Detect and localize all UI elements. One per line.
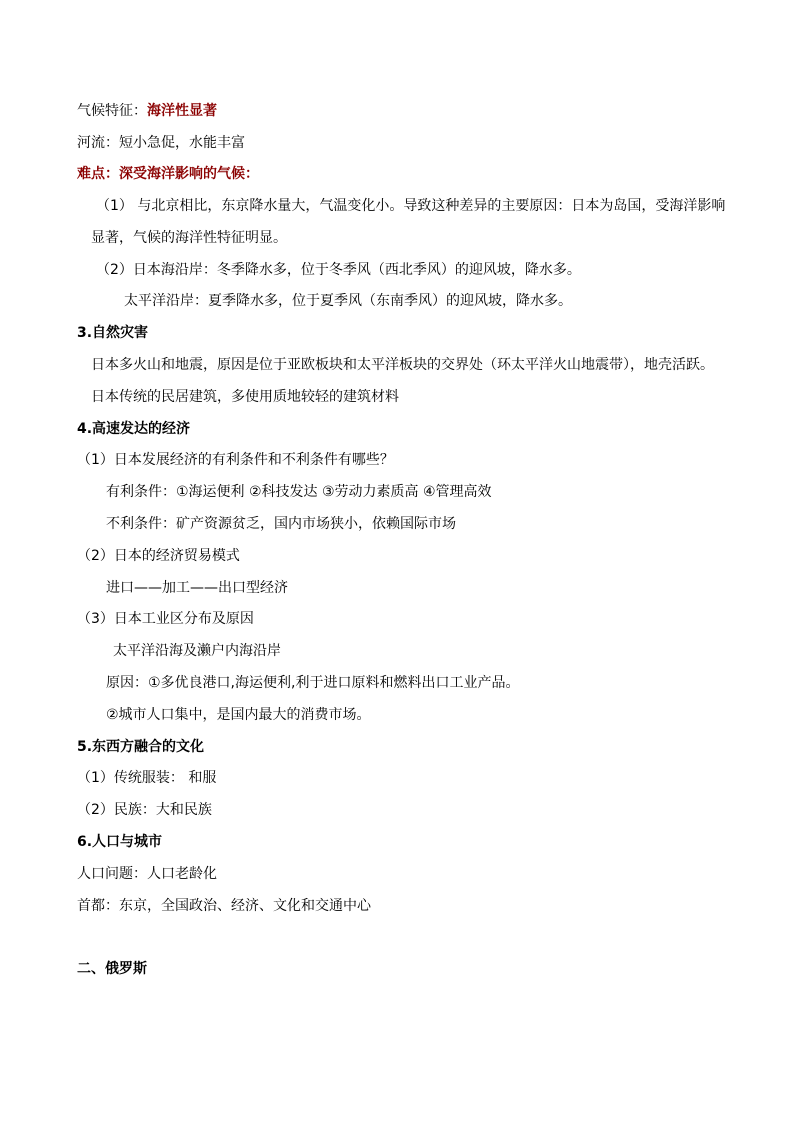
economy-favorable: 有利条件：①海运便利 ②科技发达 ③劳动力素质高 ④管理高效 (106, 484, 492, 500)
culture-heading: 5.东西方融合的文化 (77, 739, 205, 755)
economy-q2: （2）日本的经济贸易模式 (77, 548, 240, 564)
difficulty-p2-line1: （2）日本海沿岸：冬季降水多，位于冬季风（西北季风）的迎风坡，降水多。 (96, 262, 581, 278)
disasters-line2: 日本传统的民居建筑，多使用质地较轻的建筑材料 (91, 389, 399, 405)
climate-line (77, 102, 217, 120)
economy-unfavorable: 不利条件：矿产资源贫乏，国内市场狭小，依赖国际市场 (106, 516, 456, 532)
next-section-heading: 二、俄罗斯 (77, 961, 147, 977)
culture-item2: （2）民族：大和民族 (77, 802, 212, 818)
economy-q1: （1）日本发展经济的有利条件和不利条件有哪些？ (77, 452, 394, 468)
population-issue: 人口问题：人口老龄化 (77, 866, 217, 882)
culture-item1: （1）传统服装： 和服 (77, 770, 217, 786)
economy-reason2: ②城市人口集中，是国内最大的消费市场。 (106, 707, 371, 723)
economy-q3: （3）日本工业区分布及原因 (77, 611, 254, 627)
river-line: 河流：短小急促，水能丰富 (77, 135, 245, 151)
climate-value: 海洋性显著 (147, 103, 217, 119)
difficulty-p1-line2: 显著，气候的海洋性特征明显。 (91, 230, 287, 246)
population-capital: 首都：东京，全国政治、经济、文化和交通中心 (77, 898, 371, 914)
climate-label: 气候特征： (77, 103, 147, 119)
economy-reason1: 原因：①多优良港口,海运便利,利于进口原料和燃料出口工业产品。 (106, 675, 520, 691)
population-heading: 6.人口与城市 (77, 834, 163, 850)
difficulty-heading: 难点：深受海洋影响的气候： (77, 166, 259, 182)
difficulty-p2-line2: 太平洋沿岸：夏季降水多，位于夏季风（东南季风）的迎风坡，降水多。 (124, 293, 572, 309)
economy-heading: 4.高速发达的经济 (77, 421, 191, 437)
difficulty-p1-line1: （1） 与北京相比，东京降水量大，气温变化小。导致这种差异的主要原因：日本为岛国，受海洋影响 (96, 198, 726, 214)
disasters-line1: 日本多火山和地震，原因是位于亚欧板块和太平洋板块的交界处（环太平洋火山地震带），地壳活跃。 (91, 357, 714, 373)
disasters-heading: 3.自然灾害 (77, 325, 149, 341)
economy-model: 进口——加工——出口型经济 (106, 580, 288, 596)
economy-location: 太平洋沿海及濑户内海沿岸 (113, 643, 281, 659)
